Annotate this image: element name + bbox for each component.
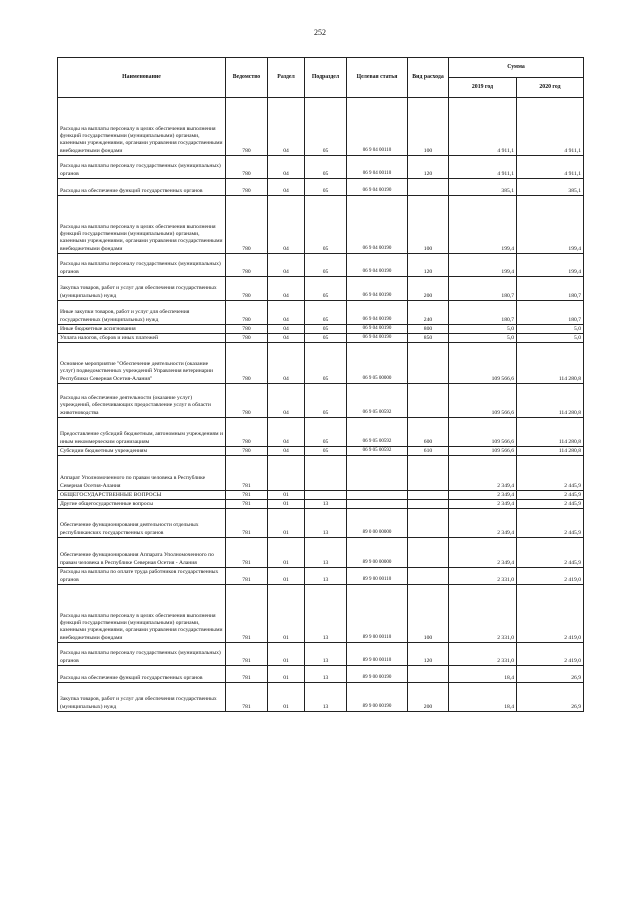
budget-table (57, 57, 584, 712)
row-section: 04 (268, 254, 305, 277)
row-sum-2019: 5,0 (449, 334, 517, 343)
header-section: Раздел (268, 58, 305, 98)
row-sum-2019: 2 331,0 (449, 585, 517, 643)
row-subsection: 13 (305, 538, 347, 568)
table-row (58, 418, 584, 447)
row-ministry: 780 (226, 418, 268, 447)
row-ministry: 780 (226, 277, 268, 301)
row-sum-2020: 114 280,8 (517, 384, 584, 418)
row-ministry: 780 (226, 343, 268, 384)
row-name: Расходы на выплаты персоналу в целях обеспечения выполнения функций государственными (муниципальными) органами, казенными учреждениями, органами управления государственными внебюджетными фондами (58, 585, 226, 643)
row-target (347, 491, 408, 500)
row-sum-2019: 2 331,0 (449, 568, 517, 585)
row-target: 06 9 05 00592 (347, 384, 408, 418)
row-sum-2019: 199,4 (449, 196, 517, 254)
page-number: 252 (314, 28, 326, 37)
row-subsection: 05 (305, 156, 347, 179)
row-ministry: 780 (226, 325, 268, 334)
row-ministry: 781 (226, 456, 268, 491)
row-expense-type: 200 (408, 277, 449, 301)
row-sum-2020: 2 445,9 (517, 509, 584, 538)
row-expense-type: 120 (408, 643, 449, 666)
row-sum-2019: 199,4 (449, 254, 517, 277)
row-expense-type: 240 (408, 301, 449, 325)
row-expense-type: 120 (408, 254, 449, 277)
row-name: Расходы на выплаты персоналу в целях обеспечения выполнения функций государственными (муниципальными) органами, казенными учреждениями, органами управления государственными внебюджетными фондами (58, 196, 226, 254)
row-sum-2019: 2 349,4 (449, 500, 517, 509)
row-sum-2020: 199,4 (517, 254, 584, 277)
row-subsection (305, 491, 347, 500)
table-row (58, 98, 584, 156)
row-expense-type: 600 (408, 418, 449, 447)
table-row (58, 538, 584, 568)
row-sum-2019: 109 566,6 (449, 447, 517, 456)
row-ministry: 780 (226, 447, 268, 456)
row-subsection: 05 (305, 325, 347, 334)
table-row (58, 509, 584, 538)
row-name: Основное мероприятие "Обеспечение деятельности (оказание услуг) подведомственных учреждений Управления ветеринарии Республики Северная Осетия-Алания" (58, 343, 226, 384)
row-sum-2019: 4 911,1 (449, 156, 517, 179)
row-target: 89 9 00 00110 (347, 585, 408, 643)
row-target: 89 9 00 00190 (347, 683, 408, 712)
row-subsection: 13 (305, 643, 347, 666)
row-sum-2019: 2 349,4 (449, 456, 517, 491)
row-sum-2019: 109 566,6 (449, 343, 517, 384)
row-target: 06 9 04 00110 (347, 156, 408, 179)
row-name: Закупка товаров, работ и услуг для обеспечения государственных (муниципальных) нужд (58, 683, 226, 712)
row-sum-2019: 180,7 (449, 301, 517, 325)
row-sum-2020: 385,1 (517, 179, 584, 196)
table-row (58, 500, 584, 509)
row-section: 04 (268, 98, 305, 156)
row-sum-2020: 5,0 (517, 334, 584, 343)
row-sum-2019: 180,7 (449, 277, 517, 301)
row-ministry: 781 (226, 509, 268, 538)
row-ministry: 780 (226, 384, 268, 418)
row-target: 89 0 00 00000 (347, 509, 408, 538)
table-row (58, 568, 584, 585)
table-row (58, 666, 584, 683)
table-body (58, 98, 584, 712)
row-expense-type (408, 666, 449, 683)
row-target: 06 9 04 00190 (347, 196, 408, 254)
row-ministry: 781 (226, 491, 268, 500)
row-target (347, 500, 408, 509)
row-expense-type: 800 (408, 325, 449, 334)
table-row (58, 643, 584, 666)
row-ministry: 781 (226, 643, 268, 666)
row-expense-type (408, 509, 449, 538)
row-expense-type (408, 384, 449, 418)
row-target: 89 9 00 00110 (347, 643, 408, 666)
row-section: 04 (268, 179, 305, 196)
row-section: 04 (268, 196, 305, 254)
row-target: 06 9 05 00000 (347, 343, 408, 384)
row-subsection: 05 (305, 179, 347, 196)
row-expense-type (408, 343, 449, 384)
row-name: Закупка товаров, работ и услуг для обеспечения государственных (муниципальных) нужд (58, 277, 226, 301)
row-subsection (305, 456, 347, 491)
header-sum: Сумма (449, 58, 584, 78)
row-target: 06 9 04 00190 (347, 325, 408, 334)
row-sum-2019: 385,1 (449, 179, 517, 196)
row-expense-type: 100 (408, 98, 449, 156)
row-ministry: 781 (226, 666, 268, 683)
row-ministry: 780 (226, 98, 268, 156)
row-ministry: 781 (226, 538, 268, 568)
row-name: Обеспечение функционирования деятельности отдельных республиканских государственных органов (58, 509, 226, 538)
row-name: Расходы на обеспечение функций государственных органов (58, 179, 226, 196)
row-sum-2019: 18,4 (449, 683, 517, 712)
row-expense-type (408, 456, 449, 491)
row-subsection: 13 (305, 585, 347, 643)
row-subsection: 05 (305, 447, 347, 456)
row-section: 01 (268, 509, 305, 538)
row-target: 06 9 04 00190 (347, 301, 408, 325)
row-name: Расходы на выплаты персоналу в целях обеспечения выполнения функций государственными (муниципальными) органами, казенными учреждениями, органами управления государственными внебюджетными фондами (58, 98, 226, 156)
row-sum-2020: 5,0 (517, 325, 584, 334)
row-name: Расходы на выплаты персоналу государственных (муниципальных) органов (58, 643, 226, 666)
table-row (58, 179, 584, 196)
table-row (58, 491, 584, 500)
row-section: 04 (268, 301, 305, 325)
row-subsection: 05 (305, 384, 347, 418)
row-sum-2020: 180,7 (517, 277, 584, 301)
row-subsection: 05 (305, 277, 347, 301)
row-section: 01 (268, 643, 305, 666)
row-subsection: 13 (305, 500, 347, 509)
header-subsection: Подраздел (305, 58, 347, 98)
row-sum-2020: 199,4 (517, 196, 584, 254)
row-expense-type: 100 (408, 585, 449, 643)
row-subsection: 13 (305, 666, 347, 683)
table-row (58, 196, 584, 254)
row-sum-2019: 18,4 (449, 666, 517, 683)
table-row (58, 156, 584, 179)
header-year-2020: 2020 год (517, 78, 584, 98)
row-subsection: 13 (305, 568, 347, 585)
row-sum-2020: 2 445,9 (517, 456, 584, 491)
row-expense-type: 120 (408, 156, 449, 179)
header-year-2019: 2019 год (449, 78, 517, 98)
table-row (58, 585, 584, 643)
row-sum-2020: 2 445,9 (517, 491, 584, 500)
row-name: Расходы на выплаты персоналу государственных (муниципальных) органов (58, 254, 226, 277)
row-ministry: 780 (226, 179, 268, 196)
row-sum-2020: 114 280,8 (517, 447, 584, 456)
row-expense-type (408, 491, 449, 500)
row-target: 06 9 04 00190 (347, 179, 408, 196)
row-ministry: 781 (226, 585, 268, 643)
row-name: Аппарат Уполномоченного по правам человека в Республике Северная Осетия-Алания (58, 456, 226, 491)
row-section: 04 (268, 343, 305, 384)
row-target: 06 9 04 00190 (347, 277, 408, 301)
row-section: 04 (268, 156, 305, 179)
row-subsection: 05 (305, 418, 347, 447)
row-sum-2020: 26,9 (517, 683, 584, 712)
row-target: 06 9 04 00190 (347, 254, 408, 277)
row-section (268, 456, 305, 491)
row-sum-2019: 2 349,4 (449, 509, 517, 538)
row-target: 06 9 04 00190 (347, 334, 408, 343)
row-subsection: 05 (305, 301, 347, 325)
row-section: 01 (268, 491, 305, 500)
row-section: 01 (268, 585, 305, 643)
row-name: Иные закупки товаров, работ и услуг для обеспечения государственных (муниципальных) нужд (58, 301, 226, 325)
row-ministry: 780 (226, 254, 268, 277)
row-sum-2019: 2 331,0 (449, 643, 517, 666)
row-sum-2019: 109 566,6 (449, 384, 517, 418)
row-name: Предоставление субсидий бюджетным, автономным учреждениям и иным некоммерческим организациям (58, 418, 226, 447)
row-expense-type (408, 179, 449, 196)
row-expense-type: 850 (408, 334, 449, 343)
header-name: Наименование (58, 58, 226, 98)
row-expense-type: 200 (408, 683, 449, 712)
row-sum-2020: 114 280,8 (517, 418, 584, 447)
row-subsection: 05 (305, 343, 347, 384)
table-row (58, 277, 584, 301)
table-row (58, 384, 584, 418)
row-subsection: 13 (305, 683, 347, 712)
row-ministry: 780 (226, 334, 268, 343)
row-name: Расходы на выплаты персоналу государственных (муниципальных) органов (58, 156, 226, 179)
row-ministry: 781 (226, 683, 268, 712)
table-row (58, 301, 584, 325)
row-target: 89 9 00 00190 (347, 666, 408, 683)
row-sum-2019: 2 349,4 (449, 538, 517, 568)
row-section: 01 (268, 666, 305, 683)
row-name: Расходы на обеспечение деятельности (оказание услуг) учреждений, обеспечивающих предоставление услуг в области животноводства (58, 384, 226, 418)
table-row (58, 683, 584, 712)
row-section: 04 (268, 418, 305, 447)
header-target: Целевая статья (347, 58, 408, 98)
row-sum-2020: 2 445,9 (517, 538, 584, 568)
row-sum-2019: 5,0 (449, 325, 517, 334)
row-ministry: 780 (226, 156, 268, 179)
row-section: 01 (268, 538, 305, 568)
row-sum-2020: 2 419,0 (517, 643, 584, 666)
row-subsection: 05 (305, 98, 347, 156)
row-sum-2020: 180,7 (517, 301, 584, 325)
table-row (58, 343, 584, 384)
header-ministry: Ведомство (226, 58, 268, 98)
row-section: 04 (268, 325, 305, 334)
row-subsection: 05 (305, 196, 347, 254)
row-expense-type (408, 568, 449, 585)
row-name: Уплата налогов, сборов и иных платежей (58, 334, 226, 343)
row-subsection: 13 (305, 509, 347, 538)
row-section: 01 (268, 683, 305, 712)
row-target: 89 9 00 00110 (347, 568, 408, 585)
table-row (58, 456, 584, 491)
row-expense-type: 100 (408, 196, 449, 254)
row-subsection: 05 (305, 334, 347, 343)
row-target: 06 9 05 00592 (347, 418, 408, 447)
row-sum-2020: 2 419,0 (517, 585, 584, 643)
row-sum-2019: 4 911,1 (449, 98, 517, 156)
row-sum-2020: 4 911,1 (517, 98, 584, 156)
row-section: 04 (268, 334, 305, 343)
row-name: Иные бюджетные ассигнования (58, 325, 226, 334)
row-sum-2020: 114 280,8 (517, 343, 584, 384)
row-name: Расходы на обеспечение функций государственных органов (58, 666, 226, 683)
row-name: Другие общегосударственные вопросы (58, 500, 226, 509)
row-section: 04 (268, 277, 305, 301)
row-name: Обеспечение функционирования Аппарата Уполномоченного по правам человека в Республике Северная Осетия - Алания (58, 538, 226, 568)
row-sum-2020: 26,9 (517, 666, 584, 683)
table-row (58, 447, 584, 456)
row-target: 89 9 00 00000 (347, 538, 408, 568)
table-row (58, 334, 584, 343)
header-expense-type: Вид расхода (408, 58, 449, 98)
row-sum-2020: 4 911,1 (517, 156, 584, 179)
row-name: Субсидии бюджетным учреждениям (58, 447, 226, 456)
row-name: ОБЩЕГОСУДАРСТВЕННЫЕ ВОПРОСЫ (58, 491, 226, 500)
row-target: 06 9 05 00592 (347, 447, 408, 456)
row-name: Расходы на выплаты по оплате труда работников государственных органов (58, 568, 226, 585)
row-expense-type (408, 500, 449, 509)
row-sum-2019: 109 566,6 (449, 418, 517, 447)
row-expense-type (408, 538, 449, 568)
row-section: 04 (268, 384, 305, 418)
row-target: 06 9 04 00110 (347, 98, 408, 156)
table-row (58, 325, 584, 334)
row-section: 04 (268, 447, 305, 456)
row-ministry: 781 (226, 568, 268, 585)
row-ministry: 781 (226, 500, 268, 509)
row-section: 01 (268, 500, 305, 509)
row-sum-2019: 2 349,4 (449, 491, 517, 500)
row-expense-type: 610 (408, 447, 449, 456)
table-row (58, 254, 584, 277)
row-sum-2020: 2 419,0 (517, 568, 584, 585)
row-ministry: 780 (226, 196, 268, 254)
row-ministry: 780 (226, 301, 268, 325)
row-section: 01 (268, 568, 305, 585)
row-sum-2020: 2 445,9 (517, 500, 584, 509)
row-target (347, 456, 408, 491)
row-subsection: 05 (305, 254, 347, 277)
